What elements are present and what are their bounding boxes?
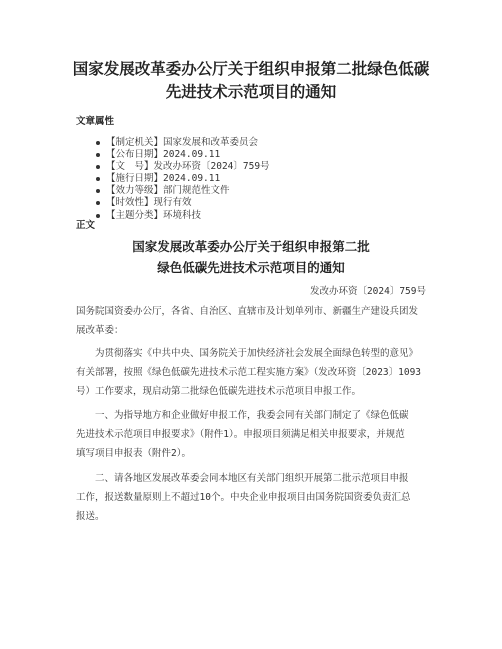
text-line: 一、为指导地方和企业做好申报工作，我委会同有关部门制定了《绿色低碳 — [95, 410, 409, 421]
addressee-paragraph — [76, 302, 426, 340]
text-line: 填写项目申报表（附件2）。 — [76, 448, 191, 459]
text-line: 有关部署，按照《绿色低碳先进技术示范工程实施方案》（发改环资〔2023〕1093 — [76, 367, 422, 378]
attribute-issuer: 【制定机关】国家发展和改革委员会 — [96, 137, 270, 149]
attribute-category: 【主题分类】环境科技 — [96, 210, 270, 222]
notice-doc-number: 发改办环资〔2024〕759号 — [309, 286, 426, 297]
document-title — [60, 58, 442, 104]
attribute-doc-number: 【文 号】发改办环资〔2024〕759号 — [96, 161, 270, 173]
document-title-line-1: 国家发展改革委办公厅关于组织申报第二批绿色低碳 — [72, 60, 430, 78]
attribute-publish-date: 【公布日期】2024.09.11 — [96, 149, 270, 161]
text-line: 号）工作要求，现启动第二批绿色低碳先进技术示范项目申报工作。 — [76, 386, 362, 397]
text-line: 二、请各地区发展改革委会同本地区有关部门组织开展第二批示范项目申报 — [95, 473, 409, 484]
attribute-validity: 【时效性】现行有效 — [96, 197, 270, 209]
attribute-effective-date: 【施行日期】2024.09.11 — [96, 173, 270, 185]
notice-title-line-2: 绿色低碳先进技术示范项目的通知 — [157, 260, 345, 275]
body-heading: 正文 — [76, 220, 96, 231]
paragraph-1 — [76, 344, 426, 401]
notice-title — [76, 236, 426, 278]
text-line: 报送。 — [76, 511, 105, 522]
text-line: 展改革委： — [76, 325, 124, 336]
text-line: 先进技术示范项目申报要求》（附件1）。申报项目须满足相关申报要求，并规范 — [76, 429, 405, 440]
text-line: 为贯彻落实《中共中央、国务院关于加快经济社会发展全面绿色转型的意见》 — [95, 348, 419, 359]
document-title-line-2: 先进技术示范项目的通知 — [165, 83, 337, 101]
text-line: 国务院国资委办公厅，各省、自治区、直辖市及计划单列市、新疆生产建设兵团发 — [76, 306, 419, 317]
attribute-level: 【效力等级】部门规范性文件 — [96, 185, 270, 197]
text-line: 工作，报送数量原则上不超过10个。中央企业申报项目由国务院国资委负责汇总 — [76, 492, 411, 503]
attributes-list — [96, 137, 270, 222]
notice-title-line-1: 国家发展改革委办公厅关于组织申报第二批 — [132, 239, 370, 254]
paragraph-2 — [76, 406, 426, 463]
paragraph-3 — [76, 469, 426, 526]
attributes-heading: 文章属性 — [76, 116, 115, 127]
